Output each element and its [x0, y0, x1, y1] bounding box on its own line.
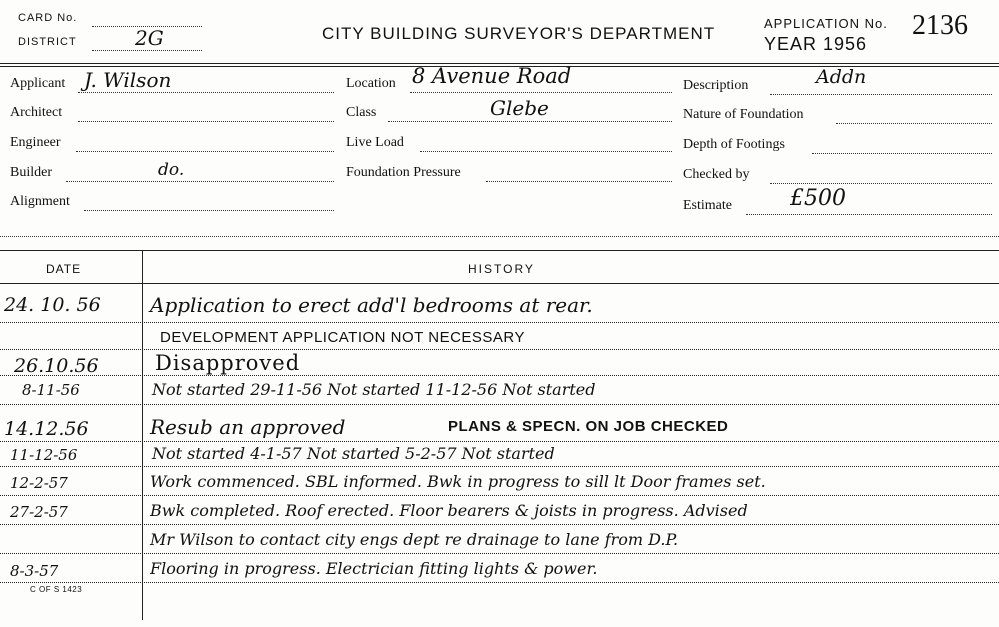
architect-line — [78, 121, 334, 122]
engineer-label: Engineer — [10, 135, 61, 150]
table-top-rule — [0, 250, 999, 251]
builder-label: Builder — [10, 165, 52, 180]
estimate-value: £500 — [790, 186, 846, 211]
location-label: Location — [346, 76, 396, 91]
card-no-label: CARD No. — [18, 12, 78, 24]
application-no-value: 2136 — [912, 10, 968, 41]
depth-of-footings-label: Depth of Footings — [683, 137, 785, 152]
class-line — [388, 121, 672, 122]
foundation-pressure-label: Foundation Pressure — [346, 165, 461, 180]
ruled-line — [0, 582, 999, 583]
ruled-line — [0, 553, 999, 554]
history-date: 14.12.56 — [4, 418, 89, 440]
date-column-header: DATE — [46, 262, 82, 276]
history-date: 11-12-56 — [10, 446, 78, 464]
applicant-label: Applicant — [10, 76, 66, 91]
history-date: 8-11-56 — [22, 381, 80, 399]
history-stamp: DEVELOPMENT APPLICATION NOT NECESSARY — [160, 329, 525, 346]
ruled-line — [0, 375, 999, 376]
history-date: 26.10.56 — [14, 355, 99, 377]
department-title: CITY BUILDING SURVEYOR'S DEPARTMENT — [322, 24, 716, 43]
history-entry: Not started 29-11-56 Not started 11-12-56 Not started — [152, 380, 596, 399]
ruled-line — [0, 404, 999, 405]
history-entry: Disapproved — [155, 351, 301, 375]
history-date: 27-2-57 — [10, 503, 68, 521]
architect-label: Architect — [10, 105, 63, 120]
table-header-rule — [0, 283, 999, 284]
applicant-value: J. Wilson — [84, 68, 172, 92]
description-line — [770, 94, 992, 95]
builder-line — [66, 181, 334, 182]
estimate-label: Estimate — [683, 198, 732, 213]
checked-by-line — [770, 183, 992, 184]
class-value: Glebe — [490, 96, 549, 120]
engineer-line — [76, 151, 334, 152]
estimate-line — [746, 214, 992, 215]
checked-by-label: Checked by — [683, 167, 750, 182]
year-label: YEAR 1956 — [764, 34, 868, 54]
live-load-line — [420, 151, 672, 152]
class-label: Class — [346, 105, 377, 120]
history-date: 8-3-57 — [10, 562, 59, 580]
column-divider — [142, 250, 143, 620]
history-column-header: HISTORY — [468, 262, 535, 276]
fields-bottom-dots — [0, 236, 999, 237]
depth-of-footings-line — [812, 153, 992, 154]
alignment-line — [84, 210, 334, 211]
history-entry: Flooring in progress. Electrician fitting lights & power. — [150, 559, 598, 578]
history-entry: Work commenced. SBL informed. Bwk in progress to sill lt Door frames set. — [150, 472, 766, 491]
history-entry: Bwk completed. Roof erected. Floor bearers & joists in progress. Advised — [150, 501, 748, 520]
ruled-line — [0, 495, 999, 496]
district-value: 2G — [135, 26, 164, 50]
alignment-label: Alignment — [10, 194, 70, 209]
ruled-line — [0, 441, 999, 442]
history-entry: Resub an approved — [150, 415, 346, 439]
nature-of-foundation-label: Nature of Foundation — [683, 107, 804, 122]
nature-of-foundation-line — [836, 123, 992, 124]
applicant-line — [78, 92, 334, 93]
ruled-line — [0, 322, 999, 323]
history-date: 24. 10. 56 — [4, 294, 101, 316]
application-no-label: APPLICATION No. — [764, 16, 888, 31]
history-stamp: PLANS & SPECN. ON JOB CHECKED — [448, 418, 729, 435]
history-entry: Mr Wilson to contact city engs dept re drainage to lane from D.P. — [150, 530, 679, 549]
history-entry: Not started 4-1-57 Not started 5-2-57 Not started — [152, 444, 555, 463]
history-entry: Application to erect add'l bedrooms at rear. — [150, 293, 593, 317]
ruled-line — [0, 466, 999, 467]
form-code: C OF S 1423 — [30, 585, 83, 594]
builder-value: do. — [158, 160, 185, 180]
location-value: 8 Avenue Road — [412, 64, 572, 88]
description-label: Description — [683, 78, 749, 93]
location-line — [410, 92, 672, 93]
description-value: Addn — [816, 66, 867, 88]
ruled-line — [0, 349, 999, 350]
foundation-pressure-line — [486, 181, 672, 182]
district-line — [92, 50, 202, 51]
district-label: DISTRICT — [18, 36, 77, 48]
history-date: 12-2-57 — [10, 474, 68, 492]
live-load-label: Live Load — [346, 135, 404, 150]
ruled-line — [0, 524, 999, 525]
